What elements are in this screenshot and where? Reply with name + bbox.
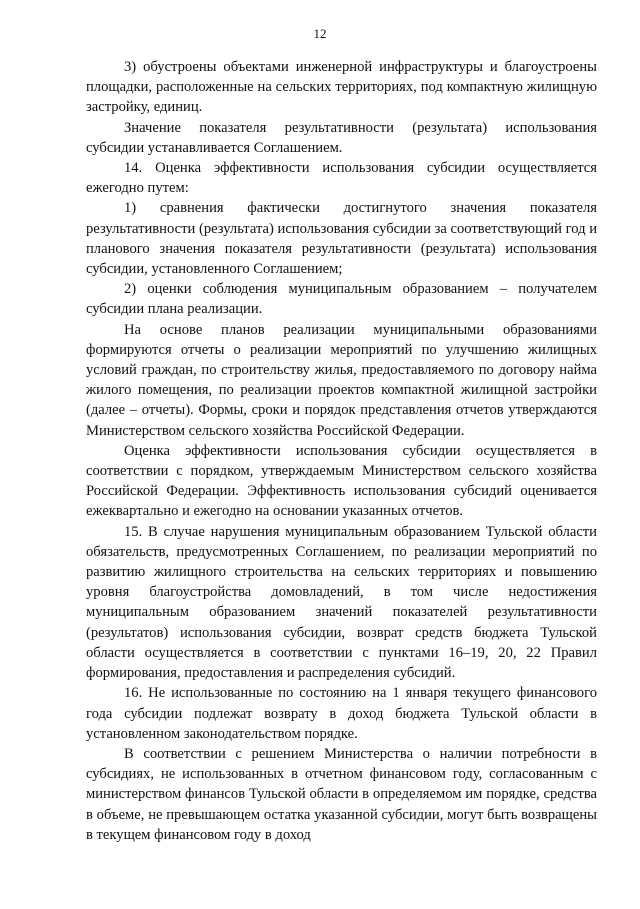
paragraph-efficiency-assessment: Оценка эффективности использования субсидии осуществляется в соответствии с порядком, утверждаемым Министерством сельского хозяйства Российской Федерации. Эффективность использования субсидий оценивается ежеквартально и ежегодно на основании указанных отчетов. [86,442,597,520]
paragraph-section-14-item-1: 1) сравнения фактически достигнутого значения показателя результативности (результата) использования субсидии за соответствующий год и планового значения показателя результативности (результата) использования субсидии, установленного Соглашением; [86,200,597,278]
paragraph-item-3-indicator: 3) обустроены объектами инженерной инфраструктуры и благоустроены площадки, расположенные на сельских территориях, под компактную жилищную застройку, единиц. [86,59,597,116]
page-number: 12 [313,26,327,41]
paragraph-section-16: 16. Не использованные по состоянию на 1 января текущего финансового года субсидии подлежат возврату в доход бюджета Тульской области в установленном законодательством порядке. [86,685,597,742]
paragraph-section-14: 14. Оценка эффективности использования субсидии осуществляется ежегодно путем: [86,160,597,197]
paragraph-return-of-funds: В соответствии с решением Министерства о наличии потребности в субсидиях, не использованных в отчетном финансовом году, согласованным с министерством финансов Тульской области в определяемом им порядке, средства в объеме, не превышающем остатка указанной субсидии, могут быть возвращены в текущем финансовом году в доход [86,745,597,843]
document-body [86,57,597,845]
paragraph-indicator-value: Значение показателя результативности (результата) использования субсидии устанавливается Соглашением. [86,119,597,156]
paragraph-section-15: 15. В случае нарушения муниципальным образованием Тульской области обязательств, предусмотренных Соглашением, по реализации мероприятий по развитию жилищного строительства на сельских территориях и повышению уровня благоустройства домовладений, в том числе недостижения муниципальным образованием значений показателей результативности (результатов) использования субсидии, возврат средств бюджета Тульской области осуществляется в соответствии с пунктами 16–19, 20, 22 Правил формирования, предоставления и распределения субсидий. [86,523,597,682]
paragraph-section-14-item-2: 2) оценки соблюдения муниципальным образованием – получателем субсидии плана реализации. [86,281,597,318]
paragraph-reports: На основе планов реализации муниципальными образованиями формируются отчеты о реализации мероприятий по улучшению жилищных условий граждан, по строительству жилья, предоставляемого по договору найма жилого помещения, по реализации проектов компактной жилищной застройки (далее – отчеты). Формы, сроки и порядок представления отчетов утверждаются Министерством сельского хозяйства Российской Федерации. [86,321,597,439]
